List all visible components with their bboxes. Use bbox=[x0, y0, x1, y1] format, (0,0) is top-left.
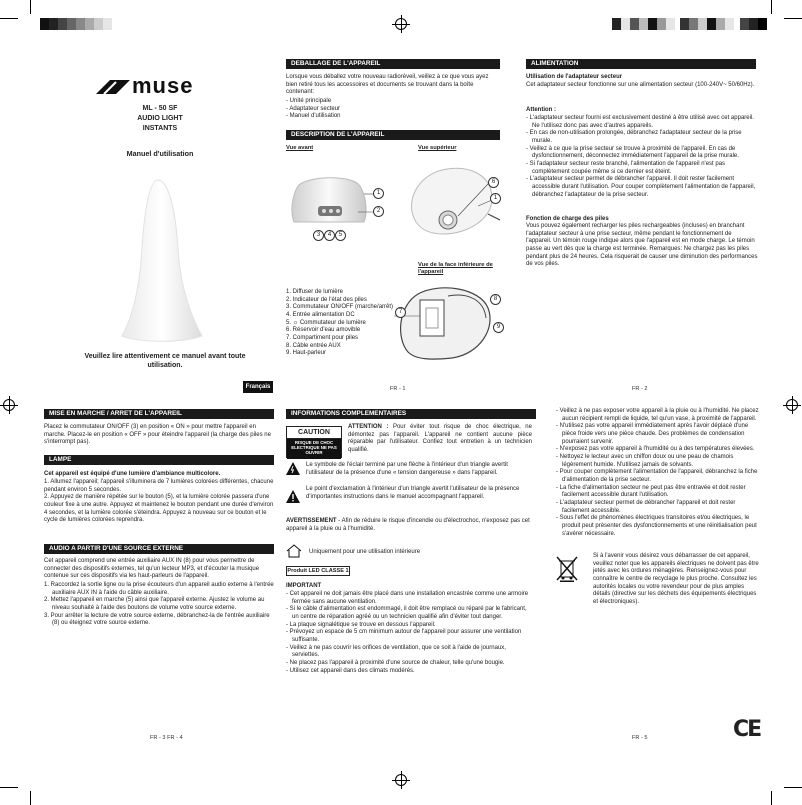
ce-mark: CE bbox=[733, 717, 761, 742]
bottom-view-diagram bbox=[388, 282, 500, 362]
list-item: - Prévoyez un espace de 5 cm minimum autour de l'appareil pour assurer une ventilation suffisante. bbox=[286, 629, 522, 644]
light-icon: ☼ bbox=[292, 319, 299, 326]
list-item: 2. Appuyez de manière répétée sur le bouton (5), et la lumière colorée passera d'une couleur fixe à une autre. Appuyez et maintenez le bouton pendant une durée d'environ 4 secondes, et la lumière colorée s'éteindra. Appuyez à nouveau sur ce bouton et le cycle de lumières colorées reprendra. bbox=[44, 494, 274, 524]
callout-7: 7 bbox=[395, 307, 406, 318]
list-item: - Veillez à ne pas exposer votre appareil à la pluie ou à l'humidité. Ne placez aucun récipient rempli de liquide, tel qu'un vase, à proximité de l'appareil. bbox=[556, 408, 759, 422]
crop-mark bbox=[771, 791, 772, 805]
list-item: - Veillez à ne pas couvrir les orifices de ventilation, que ce soit à l'aide de journaux, serviettes. bbox=[286, 644, 506, 659]
lightning-warning-icon bbox=[286, 462, 300, 475]
list-item: - La fiche d'alimentation secteur ne peut pas être entravée et doit rester facilement accessible durant l'utilisation. bbox=[556, 484, 746, 499]
list-item: - Nettoyez le lecteur avec un chiffon doux ou une peau de chamois légèrement humide. N'utilisez jamais de solvants. bbox=[556, 454, 734, 468]
list-item: - L'adaptateur secteur permet de débrancher l'appareil et doit rester facilement accessible. bbox=[556, 500, 736, 514]
weee-bin-icon bbox=[556, 556, 578, 582]
registration-mark bbox=[395, 774, 407, 786]
list-item: - Si le câble d'alimentation est endommagé, il doit être remplacé ou réparé par le fabricant, un centre de réparation agréé ou un technicien qualifié afin d'éviter tout danger. bbox=[286, 606, 527, 621]
list-item: 1. Raccordez la sortie ligne ou la prise écouteurs d'un appareil audio externe à l'entrée auxiliaire AUX IN à l'aide du câble auxiliaire. bbox=[44, 582, 274, 596]
attention-list bbox=[526, 115, 758, 199]
list-item: - Pour couper complètement l'alimentation de l'appareil, débranchez la fiche d'alimentation de la prise secteur. bbox=[556, 469, 758, 484]
important-list bbox=[286, 591, 530, 675]
crop-mark bbox=[0, 787, 18, 788]
parts-list bbox=[286, 289, 396, 358]
list-item: 3. Pour arrêter la lecture de votre source externe, débranchez-la de l'entrée auxiliaire (8) ou éteignez votre source externe. bbox=[44, 612, 270, 627]
page-number: FR - 3 FR - 4 bbox=[150, 735, 183, 741]
list-item: - La plaque signalétique se trouve en dessous l'appareil. bbox=[286, 621, 436, 628]
crop-mark bbox=[784, 787, 802, 788]
page-number: FR - 1 bbox=[390, 386, 406, 392]
list-item: 1. Allumez l'appareil; l'appareil s'illuminera de 7 lumières colorées différentes, chacune pendant environ 5 secondes. bbox=[44, 479, 274, 493]
attention-title: Attention : bbox=[526, 107, 556, 113]
list-item: 8. Câble entrée AUX bbox=[286, 342, 341, 349]
product-image bbox=[118, 178, 206, 346]
label-top-view: Vue supérieur bbox=[418, 145, 457, 151]
caution-title: CAUTION bbox=[287, 427, 341, 439]
list-item: 6. Réservoir d'eau amovible bbox=[286, 327, 361, 334]
label-front-view: Vue avant bbox=[286, 145, 314, 151]
list-item: 4. Entrée alimentation DC bbox=[286, 312, 355, 319]
section-header-power: ALIMENTATION bbox=[526, 59, 756, 69]
aux-text: Cet appareil comprend une entrée auxiliaire AUX IN (8) pour vous permettre de connecter des dispositifs externes, tel qu'un lecteur MP3, et d'écouter la musique contenue sur ces dispositifs via les haut-parleurs de l'appareil. bbox=[44, 558, 260, 580]
page-number: FR - 2 bbox=[632, 386, 648, 392]
list-item: - Si l'adaptateur secteur reste branché, l'alimentation de l'appareil n'est pas complètement coupée même si ce dernier est éteint. bbox=[526, 161, 726, 175]
crop-mark bbox=[784, 18, 802, 19]
lamp-bold: Cet appareil est équipé d'une lumière d'ambiance multicolore. bbox=[44, 471, 221, 477]
list-item: - Manuel d'utilisation bbox=[286, 113, 341, 120]
section-header-unpack: DEBALLAGE DE L'APPAREIL bbox=[286, 59, 500, 69]
list-item: - L'adaptateur secteur permet de débrancher l'appareil. Il doit rester facilement accessible durant l'utilisation. Pour couper complètement l'alimentation de l'appareil, débranchez l'adaptateur de la prise secteur. bbox=[526, 176, 756, 198]
list-item: 2. Indicateur de l'état des piles bbox=[286, 296, 367, 303]
product-line1: AUDIO LIGHT bbox=[137, 114, 183, 122]
list-item: 5. ☼ Commutateur de lumière bbox=[286, 319, 366, 326]
callout-6: 6 bbox=[488, 177, 499, 188]
list-item: - En cas de non-utilisation prolongée, débranchez l'adaptateur secteur de la prise murale. bbox=[526, 130, 742, 145]
callout-1b: 1 bbox=[490, 193, 501, 204]
charge-text: Vous pouvez également recharger les piles rechargeables (incluses) en branchant l'adaptateur secteur à une prise secteur, même pendant le fonctionnement de l'appareil. Un témoin rouge indique alors que l'appareil est en mode charge. Le témoin passe au vert dès que la charge est terminée. Remarques: Ne chargez pas les piles pendant plus de 24 heures. Cela risquerait de causer une diminution des performances de vos piles. bbox=[526, 223, 758, 268]
list-item: - N'utilisez pas votre appareil immédiatement après l'avoir déplacé d'une pièce froide vers une pièce chaude. Des problèmes de condensation pourraient survenir. bbox=[556, 423, 749, 445]
crop-mark bbox=[30, 791, 31, 805]
crop-mark bbox=[771, 0, 772, 14]
adapter-title: Utilisation de l'adaptateur secteur bbox=[526, 74, 623, 80]
lamp-steps bbox=[44, 479, 276, 525]
callout-3: 3 bbox=[313, 230, 324, 241]
manual-title: Manuel d'utilisation bbox=[126, 149, 194, 158]
section-header-description: DESCRIPTION DE L'APPAREIL bbox=[286, 130, 500, 140]
onoff-text: Placez le commutateur ON/OFF (3) en position « ON » pour mettre l'appareil en marche. Placez-le en position « OFF » pour éteindre l'appareil (la charge des piles ne s'interrompt pas). bbox=[44, 424, 271, 446]
important-title: IMPORTANT bbox=[286, 583, 322, 589]
read-notice: Veuillez lire attentivement ce manuel avant toute utilisation. bbox=[84, 353, 246, 370]
lightning-text: Le symbole de l'éclair terminé par une flèche à l'intérieur d'un triangle avertit l'utilisateur de la présence d'une « tension dangereuse » dans l'appareil. bbox=[306, 462, 508, 476]
list-item: - Unité principale bbox=[286, 98, 332, 104]
house-icon bbox=[286, 544, 302, 558]
section-header-aux: AUDIO A PARTIR D'UNE SOURCE EXTERNE bbox=[44, 544, 274, 554]
indoor-text: Uniquement pour une utilisation intérieure bbox=[309, 549, 421, 555]
model-number: ML - 50 SF bbox=[142, 105, 178, 112]
crop-mark bbox=[0, 18, 18, 19]
callout-5: 5 bbox=[335, 230, 346, 241]
registration-mark bbox=[395, 18, 407, 30]
label-bottom-view: Vue de la face inférieure de l'appareil bbox=[418, 262, 493, 276]
brand-logo bbox=[96, 73, 226, 98]
front-view-diagram bbox=[284, 172, 380, 228]
unpack-list bbox=[286, 98, 500, 121]
list-item: - Cet appareil ne doit jamais être placé dans une installation encastrée comme une armoire fermée sans aucune ventilation. bbox=[286, 591, 529, 605]
list-item: - L'adaptateur secteur fourni est exclusivement destiné à être utilisé avec cet appareil. Ne l'utilisez donc pas avec d'autres appareils. bbox=[526, 115, 754, 129]
product-line2: INSTANTS bbox=[142, 124, 178, 132]
charge-title: Fonction de charge des piles bbox=[526, 216, 609, 222]
crop-mark bbox=[30, 0, 31, 14]
section-header-info: INFORMATIONS COMPLEMENTAIRES bbox=[286, 409, 536, 419]
page-number: FR - 5 bbox=[632, 735, 648, 741]
registration-mark bbox=[3, 399, 15, 411]
attention-paragraph: ATTENTION : Pour éviter tout risque de choc électrique, ne démontez pas l'appareil. L'appareil ne contient aucune pièce réparable par l'utilisateur. Confiez tout entretien à un technicien qualifié. bbox=[348, 424, 532, 454]
callout-9: 9 bbox=[493, 322, 504, 333]
list-item: - Veillez à ce que la prise secteur se trouve à proximité de l'appareil. En cas de dysfonctionnement, déconnectez immédiatement l'appareil de la prise murale. bbox=[526, 145, 739, 160]
callout-4: 4 bbox=[324, 230, 335, 241]
warning-paragraph: AVERTISSEMENT - Afin de réduire le risque d'incendie ou d'électrochoc, n'exposez pas cet appareil à la pluie ou à l'humidité. bbox=[286, 518, 530, 532]
exclamation-warning-icon bbox=[286, 490, 300, 503]
registration-mark bbox=[786, 399, 798, 411]
list-item: - Adaptateur secteur bbox=[286, 105, 341, 112]
callout-1: 1 bbox=[373, 188, 384, 199]
section-header-lamp: LAMPE bbox=[44, 455, 274, 465]
language-tab: Français bbox=[243, 381, 273, 393]
caution-box bbox=[286, 426, 342, 458]
callout-8: 8 bbox=[490, 294, 501, 305]
model-block bbox=[110, 104, 210, 133]
list-item: 7. Compartiment pour piles bbox=[286, 335, 359, 342]
brand-wordmark: muse bbox=[132, 73, 194, 98]
list-item: - N'exposez pas votre appareil à l'humidité ou à des températures élevées. bbox=[556, 446, 755, 453]
list-item: 3. Commutateur ON/OFF (marche/arrêt) bbox=[286, 304, 394, 311]
adapter-text: Cet adaptateur secteur fonctionne sur une alimentation secteur (100-240V~ 50/60Hz). bbox=[526, 82, 755, 88]
list-item: - Ne placez pas l'appareil à proximité d'une source de chaleur, telle qu'une bougie. bbox=[286, 660, 505, 667]
list-item: 2. Mettez l'appareil en marche (5) ainsi que l'appareil externe. Ajustez le volume au niveau souhaité à l'aide des boutons de volume votre source externe. bbox=[44, 597, 265, 612]
list-item: 9. Haut-parleur bbox=[286, 350, 327, 357]
section-header-onoff: MISE EN MARCHE / ARRET DE L'APPAREIL bbox=[44, 409, 274, 419]
list-item: - Utilisez cet appareil dans des climats modérés. bbox=[286, 667, 415, 674]
exclamation-text: Le point d'exclamation à l'intérieur d'un triangle avertit l'utilisateur de la présence d'importantes instructions dans le manuel accompagnant l'appareil. bbox=[306, 486, 520, 500]
weee-text: Si à l'avenir vous désirez vous débarrasser de cet appareil, veuillez noter que les appareils électriques ne doivent pas être jetés avec les ordures ménagères. Renseignez-vous pour connaître le centre de recyclage le plus proche. Consultez les autorités locales ou votre revendeur pour de plus amples détails (directive sur les déchets des équipements électriques et électroniques). bbox=[593, 553, 759, 606]
caution-sub: RISQUE DE CHOC ELECTRIQUE NE PAS OUVRIR bbox=[287, 439, 341, 459]
list-item: 1. Diffuser de lumière bbox=[286, 289, 343, 295]
aux-steps bbox=[44, 582, 276, 628]
led-class-label: Produit LED CLASSE 1 bbox=[287, 568, 349, 574]
unpack-text: Lorsque vous déballez votre nouveau radioréveil, veillez à ce que vous ayez bien retiré tous les accessoires et documents se trouvant dans la boîte contenant: bbox=[286, 74, 489, 96]
list-item: - Sous l'effet de phénomènes électriques transitoires et/ou électriques, le produit peut présenter des dysfonctionnements et une réinitialisation peut s'avérer nécessaire. bbox=[556, 515, 757, 537]
callout-2: 2 bbox=[373, 206, 384, 217]
safety-list bbox=[556, 408, 760, 538]
